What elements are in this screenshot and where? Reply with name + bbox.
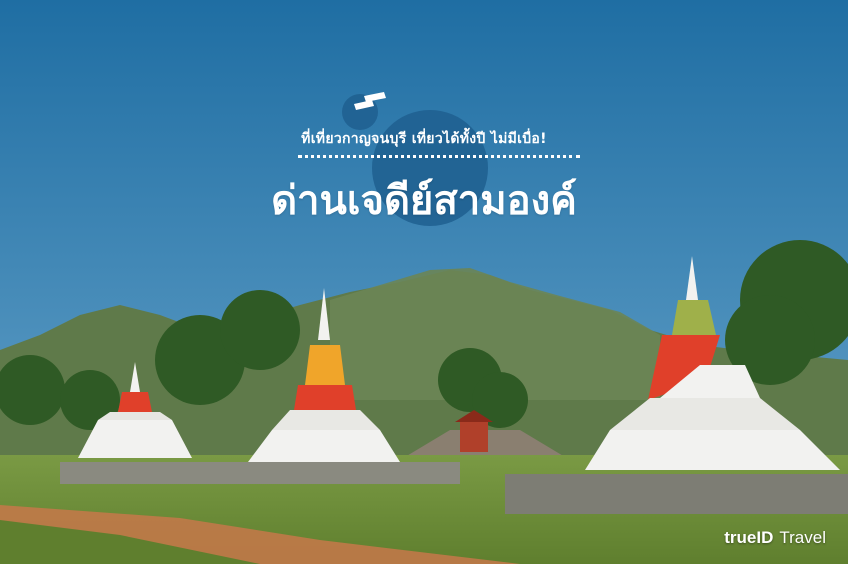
trueid-travel-logo xyxy=(724,528,826,548)
logo-brand-text: trueID xyxy=(724,528,774,547)
stone-wall-left xyxy=(60,462,460,484)
stone-wall-right xyxy=(505,474,848,514)
headline-subtitle: ที่เที่ยวกาญจนบุรี เที่ยวได้ทั้งปี ไม่มีเบื่อ! xyxy=(301,131,547,147)
logo-section-text: Travel xyxy=(779,528,826,547)
dotted-divider xyxy=(298,155,580,158)
headline-title: ด่านเจดีย์สามองค์ xyxy=(271,178,577,224)
